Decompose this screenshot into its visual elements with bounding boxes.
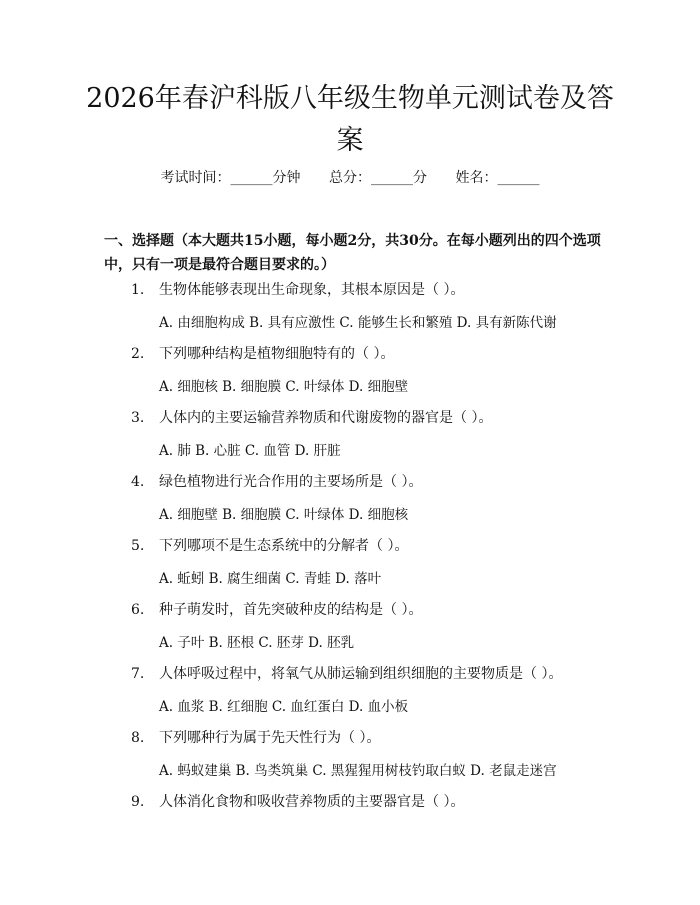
page-title: 2026年春沪科版八年级生物单元测试卷及答案 — [86, 83, 614, 156]
question-text: 生物体能够表现出生命现象，其根本原因是（ ）。 — [159, 282, 465, 298]
question-options: A. 子叶 B. 胚根 C. 胚芽 D. 胚乳 — [159, 635, 355, 651]
question-options: A. 细胞壁 B. 细胞膜 C. 叶绿体 D. 细胞核 — [159, 507, 409, 523]
question-options: A. 蚯蚓 B. 腐生细菌 C. 青蛙 D. 落叶 — [159, 571, 382, 587]
question-text: 种子萌发时，首先突破种皮的结构是（ ）。 — [159, 602, 423, 618]
question-number: 9. — [131, 794, 145, 810]
question-options: A. 由细胞构成 B. 具有应激性 C. 能够生长和繁殖 D. 具有新陈代谢 — [159, 315, 557, 331]
question-text: 人体呼吸过程中，将氧气从肺运输到组织细胞的主要物质是（ ）。 — [159, 666, 563, 682]
question-text: 下列哪种结构是植物细胞特有的（ ）。 — [159, 346, 395, 362]
question-number: 5. — [131, 538, 145, 554]
question-number: 7. — [131, 666, 145, 682]
question-stem — [131, 792, 464, 812]
exam-time-field: 考试时间：______分钟 — [160, 170, 301, 186]
question-number: 3. — [131, 410, 145, 426]
total-score-field: 总分：______分 — [329, 170, 427, 186]
question-item — [0, 728, 700, 792]
question-stem — [131, 600, 422, 620]
question-item — [0, 344, 700, 408]
question-options: A. 血浆 B. 红细胞 C. 血红蛋白 D. 血小板 — [159, 699, 409, 715]
student-name-field: 姓名：______ — [455, 170, 540, 186]
question-text: 下列哪项不是生态系统中的分解者（ ）。 — [159, 538, 409, 554]
exam-info-line — [0, 168, 700, 188]
question-stem — [131, 664, 562, 684]
question-number: 6. — [131, 602, 145, 618]
question-stem — [131, 408, 492, 428]
question-stem — [131, 472, 422, 492]
question-stem — [131, 344, 394, 364]
question-stem — [131, 728, 380, 748]
question-number: 8. — [131, 730, 145, 746]
question-options: A. 蚂蚁建巢 B. 鸟类筑巢 C. 黑猩猩用树枝钓取白蚁 D. 老鼠走迷宫 — [159, 763, 557, 779]
question-item — [0, 280, 700, 344]
question-number: 2. — [131, 346, 145, 362]
question-text: 绿色植物进行光合作用的主要场所是（ ）。 — [159, 474, 423, 490]
question-item — [0, 600, 700, 664]
question-text: 人体消化食物和吸收营养物质的主要器官是（ ）。 — [159, 794, 465, 810]
question-stem — [131, 536, 408, 556]
question-item — [0, 664, 700, 728]
question-item — [0, 536, 700, 600]
question-item — [0, 408, 700, 472]
question-text: 下列哪种行为属于先天性行为（ ）。 — [159, 730, 381, 746]
section-heading: 一、选择题（本大题共15小题，每小题2分，共30分。在每小题列出的四个选项中，只有一项是最符合题目要求的。） — [104, 233, 601, 273]
question-number: 1. — [131, 282, 145, 298]
question-options: A. 细胞核 B. 细胞膜 C. 叶绿体 D. 细胞壁 — [159, 379, 409, 395]
question-list — [0, 280, 700, 856]
question-options: A. 肺 B. 心脏 C. 血管 D. 肝脏 — [159, 443, 341, 459]
question-text: 人体内的主要运输营养物质和代谢废物的器官是（ ）。 — [159, 410, 493, 426]
question-item — [0, 792, 700, 856]
question-number: 4. — [131, 474, 145, 490]
question-item — [0, 472, 700, 536]
question-stem — [131, 280, 464, 300]
